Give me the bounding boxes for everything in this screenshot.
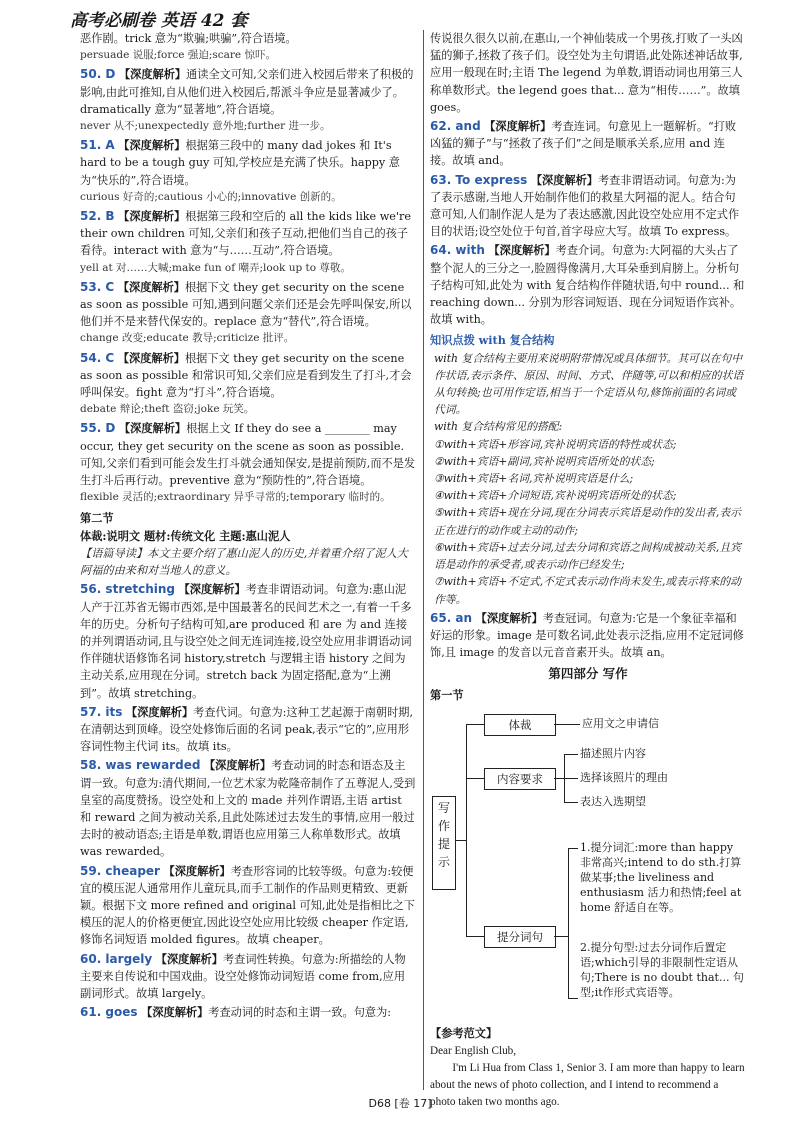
left-column	[80, 30, 416, 1021]
text-paragraph: 恶作剧。trick 意为“欺骗;哄骗”,符合语境。	[80, 32, 297, 45]
distractor-note: change 改变;educate 教导;criticize 批评。	[80, 332, 295, 345]
answer-number: 65. an	[430, 610, 473, 625]
analysis-tag: 【深度解析】	[203, 758, 272, 773]
answer-explanation	[80, 137, 416, 189]
answer-explanation	[430, 172, 746, 241]
answer-number: 51. A	[80, 138, 115, 153]
answer-explanation	[80, 279, 416, 331]
knowledge-tip-line: ③with+宾语+名词,宾补说明宾语是什么;	[434, 472, 634, 486]
answer-explanation	[80, 1004, 416, 1021]
genre-note: 应用文之申请信	[582, 716, 659, 730]
analysis-tag: 【深度解析】	[484, 119, 552, 134]
analysis-text: 根据第三段和空后的 all the kids like we're their own children 可知,父亲们和孩子互动,把他们当自己的孩子看待。interact with 意为“与……互动”,符合语境。	[80, 210, 411, 258]
analysis-text: 根据下文 they get security on the scene as soon as possible 可知,遇到问题父亲们还是会先呼叫保安,所以他们并不是来替代保安的。replace 意为“替代”,符合语境。	[80, 280, 412, 329]
knowledge-tip-title: 知识点拨 with 复合结构	[430, 333, 555, 348]
answer-number: 52. B	[80, 209, 115, 224]
section-title: 第二节	[80, 511, 114, 526]
analysis-tag: 【深度解析】	[126, 704, 194, 719]
analysis-text: 考查非谓语动词。句意为:为了表示感谢,当地人开始制作他们的救星大阿福的泥人。结合句意可知,人们制作泥人是为了表达感激,因此设空处应用不定式作目的状语;设空处位于句首,首字母应大写。故填 To express。	[430, 173, 740, 239]
knowledge-tip-line: ⑦with+宾语+不定式,不定式表示动作尚未发生,或表示将来的动作等。	[434, 575, 741, 606]
analysis-text: 考查非谓语动词。句意为:惠山泥人产于江苏省无锡市西郊,是中国最著名的民间艺术之一,有着一千多年的历史。分析句子结构可知,are produced 和 are 为 and 连接的并列谓语动词,且与设空处之间无连词连接,设空处应用非谓语动词作伴随状语修饰名词 history,stretch 与逻辑主语 history 之间为主动关系,应用现在分词。stretch back 为固定搭配,意为“上溯到”。故填 stretching。	[80, 583, 412, 700]
analysis-text: 考查动词的时态和语态及主谓一致。句意为:清代期间,一位艺术家为乾隆帝制作了五尊泥人,受到皇室的高度赞扬。设空处和上文的 made 并列作谓语,主语 artist 和 reward 之间为被动关系,且此处陈述过去发生的事情,应用一般过去时的被动语态;主语是单数,谓语也应用第三人称单数形式。故填 was rewarded。	[80, 759, 416, 859]
answer-explanation	[80, 704, 416, 756]
branch-genre: 体裁	[484, 714, 556, 736]
answer-number: 54. C	[80, 350, 115, 365]
content-item-3: 表达入选期望	[580, 794, 646, 808]
answer-number: 64. with	[430, 243, 485, 258]
part-four-title: 第四部分 写作	[548, 666, 628, 682]
page-footer: D68 [卷 17]	[368, 1097, 432, 1110]
writing-tips-diagram	[430, 710, 746, 1026]
knowledge-tip-line: with 复合结构常见的搭配:	[434, 420, 563, 434]
knowledge-tip-line: ⑥with+宾语+过去分词,过去分词和宾语之间构成被动关系,且宾语是动作的承受者,或表示动作已经发生;	[434, 540, 741, 572]
distractor-note: yell at 对……大喊;make fun of 嘲弄;look up to 尊敬。	[80, 261, 351, 274]
answer-explanation	[80, 581, 416, 701]
answer-number: 62. and	[430, 119, 481, 134]
answer-explanation	[80, 863, 416, 949]
knowledge-tip-line: ①with+宾语+形容词,宾补说明宾语的特性或状态;	[434, 437, 677, 451]
answer-explanation	[430, 610, 746, 662]
answer-explanation	[80, 208, 416, 260]
analysis-tag: 【深度解析】	[118, 421, 187, 436]
analysis-text: 根据第三段中的 many dad jokes 和 It's hard to be a tough guy 可知,学校应是充满了快乐。happy 意为“快乐的”,符合语境。	[80, 139, 400, 187]
answer-explanation	[80, 66, 416, 118]
answer-explanation	[430, 242, 746, 328]
analysis-tag: 【深度解析】	[178, 582, 246, 597]
passage-info: 体裁:说明文 题材:传统文化 主题:惠山泥人	[80, 528, 291, 543]
answer-number: 58. was rewarded	[80, 758, 201, 773]
analysis-tag: 【深度解析】	[155, 951, 223, 966]
analysis-text: 考查介词。句意为:大阿福的大头占了整个泥人的三分之一,脸圆得像满月,大耳朵垂到肩膀上。分析句子结构可知,此处为 with 复合结构作伴随状语,句中 round... 和 reaching down... 分别为形容词短语、现在分词短语作宾补。故填 with。	[430, 244, 745, 327]
analysis-text: 通读全文可知,父亲们进入校园后带来了积极的影响,由此可推知,自从他们进入校园后,帮派斗争应是显著减少了。dramatically 意为“显著地”,符合语境。	[80, 68, 414, 116]
analysis-text: 考查形容词的比较等级。句意为:较便宜的模压泥人通常用作儿童玩具,而手工制作的作品则更精致、更新颖。根据下文 more refined and original 可知,此处是指相比之下模压的泥人的价格更便宜,因此设空处应用比较级 cheaper 作定语,修饰名词短语 molded figures。故填 cheaper。	[80, 864, 415, 947]
branch-content: 内容要求	[484, 768, 556, 790]
answer-number: 55. D	[80, 421, 116, 436]
analysis-text: 考查动词的时态和主谓一致。句意为:	[208, 1006, 392, 1020]
answer-number: 63. To express	[430, 172, 528, 187]
analysis-text: 根据下文 they get security on the scene as soon as possible 和常识可知,父亲们应是看到发生了打斗,才会呼叫保安。fight 意为“打斗”,符合语境。	[80, 351, 412, 400]
answer-explanation	[430, 118, 746, 170]
right-column-answers	[430, 30, 746, 661]
analysis-tag: 【深度解析】	[117, 350, 185, 365]
analysis-tag: 【深度解析】	[163, 863, 231, 878]
answer-number: 60. largely	[80, 951, 153, 966]
analysis-tag: 【深度解析】	[530, 172, 598, 187]
answer-number: 59. cheaper	[80, 863, 160, 878]
answer-explanation	[80, 420, 416, 489]
answer-number: 50. D	[80, 67, 116, 82]
essay-heading: 【参考范文】	[430, 1027, 498, 1040]
branch-phrases: 提分词句	[484, 926, 556, 948]
answer-number: 56. stretching	[80, 582, 176, 597]
knowledge-tip-line: ②with+宾语+副词,宾补说明宾语所处的状态;	[434, 454, 655, 468]
analysis-tag: 【深度解析】	[488, 243, 556, 258]
analysis-tag: 【深度解析】	[475, 610, 543, 625]
analysis-text: 考查代词。句意为:这种工艺起源于南朝时期,在清朝达到顶峰。设空处修饰后面的名词 peak,表示“它的”,应用形容词性物主代词 its。故填 its。	[80, 705, 414, 754]
answer-explanation	[80, 951, 416, 1003]
right-column	[430, 30, 746, 1111]
answer-number: 53. C	[80, 279, 115, 294]
phrase-sentence: 2.提分句型:过去分词作后置定语;which引导的非限制性定语从句;There is no doubt that... 句型;it作形式宾语等。	[580, 940, 744, 999]
analysis-text: 考查冠词。句意为:它是一个象征幸福和好运的形象。image 是可数名词,此处表示泛指,应用不定冠词修饰,且 image 的发音以元音音素开头。故填 an。	[430, 611, 744, 660]
answer-explanation	[80, 757, 416, 860]
distractor-note: flexible 灵活的;extraordinary 异乎寻常的;temporary 临时的。	[80, 491, 391, 504]
analysis-tag: 【深度解析】	[141, 1005, 209, 1020]
diagram-root: 写作提示	[432, 796, 456, 890]
page-header: 高考必刷卷 英语 42 套	[70, 11, 248, 31]
analysis-text: 根据上文 If they do see a ________ may occur, they get security on the scene as soon as possible. 可知,父亲们看到可能会发生打斗就会通知保安,是提前预防,而不是发生打斗后再行动。preventive 意为“预防性的”,符合语境。	[80, 422, 416, 488]
column-divider	[423, 30, 424, 1090]
text-paragraph: 传说很久很久以前,在惠山,一个神仙装成一个男孩,打败了一头凶猛的狮子,拯救了孩子们。设空处为主句谓语,此处陈述神话故事,应用一般现在时;主语 The legend 为单数,谓语动词也用第三人称单数形式。the legend goes that... 意为“相传……”。故填 goes。	[430, 32, 743, 114]
knowledge-tip-line: ⑤with+宾语+现在分词,现在分词表示宾语是动作的发出者,表示正在进行的动作或主动的动作;	[434, 506, 741, 537]
answer-number: 57. its	[80, 704, 123, 719]
distractor-note: debate 辩论;theft 盗窃;joke 玩笑。	[80, 403, 255, 416]
analysis-text: 考查连词。句意见上一题解析。“打败凶猛的狮子”与“拯救了孩子们”之间是顺承关系,应用 and 连接。故填 and。	[430, 120, 737, 168]
analysis-tag: 【深度解析】	[118, 67, 187, 82]
essay-salutation: Dear English Club,	[430, 1044, 517, 1057]
phrase-vocab: 1.提分词汇:more than happy 非常高兴;intend to do sth.打算做某事;the liveliness and enthusiasm 活力和热情;feel at home 舒适自在等。	[580, 840, 742, 914]
content-item-2: 选择该照片的理由	[580, 770, 668, 784]
knowledge-tip-line: with 复合结构主要用来说明附带情况或具体细节。其可以在句中作状语,表示条件、原因、时间、方式、伴随等,可以和相应的状语从句转换;也可用作定语,相当于一个定语从句,修饰前面的名词或代词。	[434, 351, 744, 417]
analysis-tag: 【深度解析】	[117, 279, 185, 294]
answer-explanation	[80, 350, 416, 402]
distractor-note: persuade 说服;force 强迫;scare 惊吓。	[80, 49, 276, 62]
distractor-note: curious 好奇的;cautious 小心的;innovative 创新的。	[80, 190, 342, 203]
content-item-1: 描述照片内容	[580, 746, 646, 760]
passage-guide: 【语篇导读】本文主要介绍了惠山泥人的历史,并着重介绍了泥人大阿福的由来和对当地人的意义。	[80, 546, 408, 578]
answer-number: 61. goes	[80, 1005, 138, 1020]
distractor-note: never 从不;unexpectedly 意外地;further 进一步。	[80, 120, 331, 133]
analysis-tag: 【深度解析】	[118, 138, 186, 153]
essay-body: I'm Li Hua from Class 1, Senior 3. I am more than happy to learn about the news of photo collection, and I intend to recommend a photo taken two months ago.	[430, 1061, 745, 1108]
section-one-title: 第一节	[430, 687, 464, 702]
analysis-tag: 【深度解析】	[118, 209, 186, 224]
analysis-text: 考查词性转换。句意为:所描绘的人物主要来自传说和中国戏曲。设空处修饰动词短语 come from,应用副词形式。故填 largely。	[80, 952, 406, 1000]
knowledge-tip-line: ④with+宾语+介词短语,宾补说明宾语所处的状态;	[434, 489, 677, 503]
